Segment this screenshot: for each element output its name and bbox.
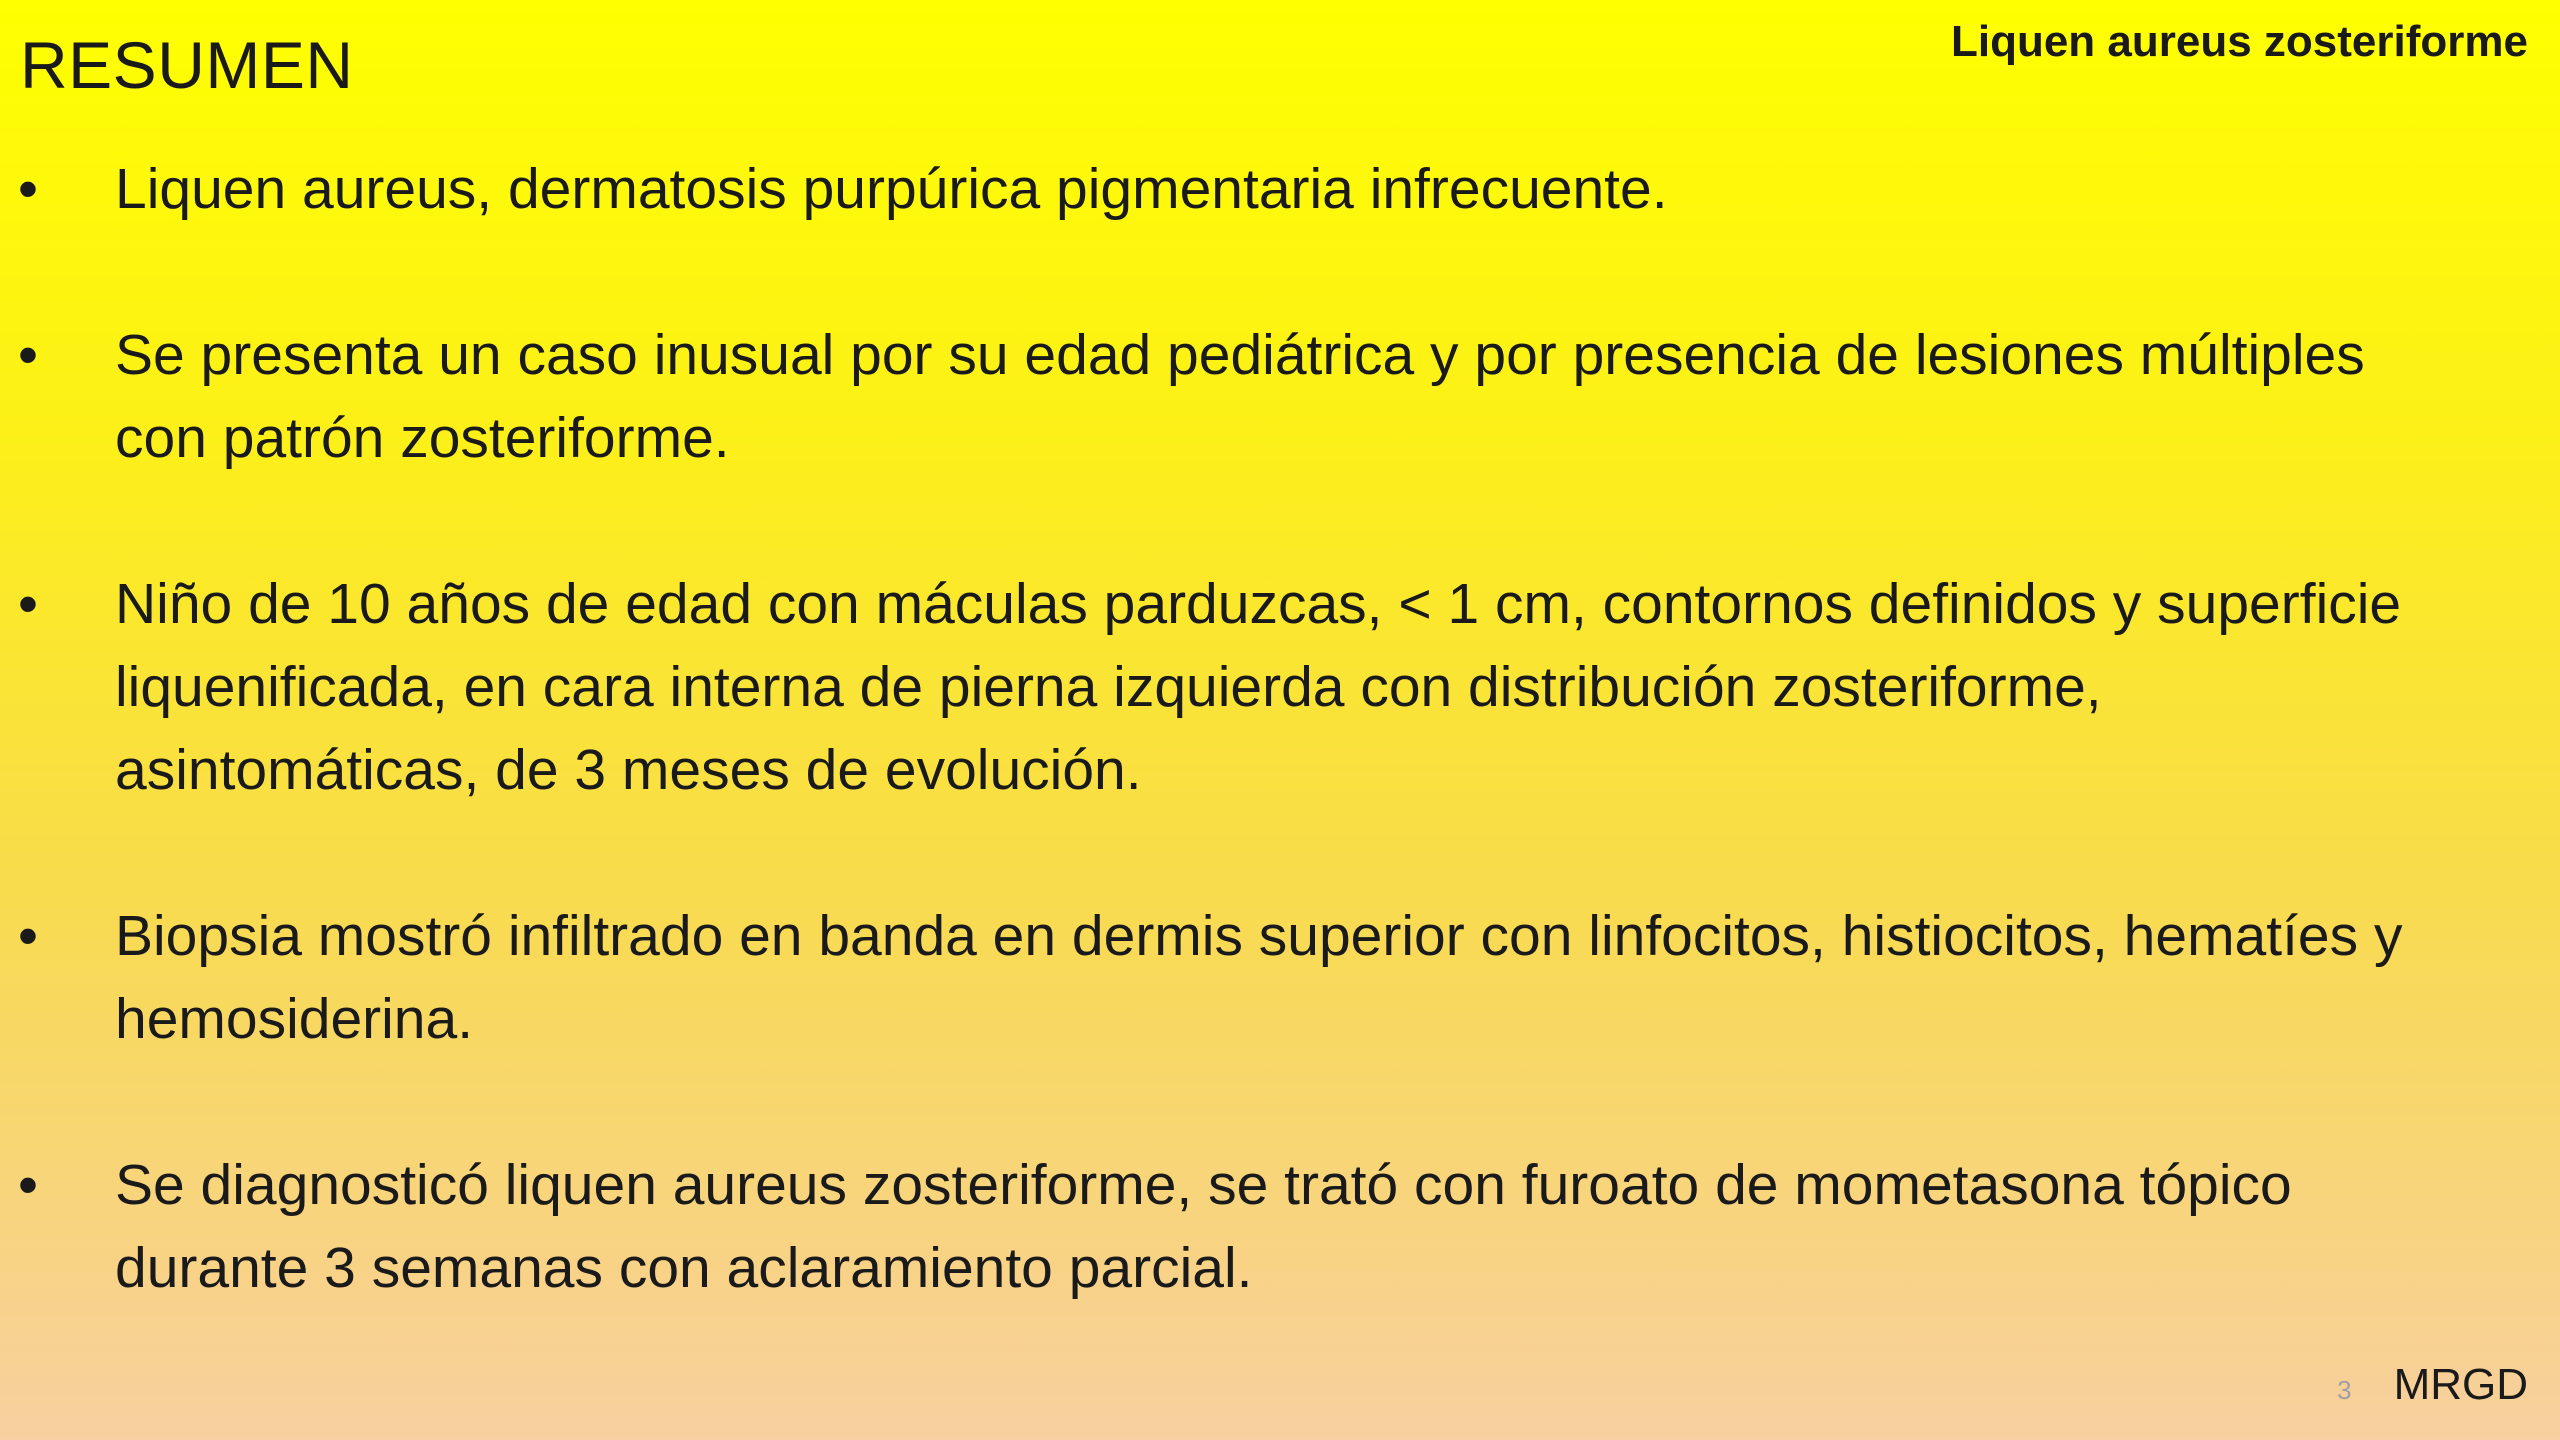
bullet-text: Niño de 10 años de edad con máculas parduzcas, < 1 cm, contornos definidos y superficie liquenificada, en cara interna de pierna izquierda con distribución zosteriforme, asintomáticas, de 3 meses de evolución. <box>115 572 2402 802</box>
slide-footer <box>2337 1360 2528 1410</box>
bullet-text: Biopsia mostró infiltrado en banda en dermis superior con linfocitos, histiocitos, hematíes y hemosiderina. <box>115 904 2403 1051</box>
slide-header-topic: Liquen aureus zosteriforme <box>1950 17 2528 66</box>
bullet-dot-icon: • <box>18 904 38 968</box>
page-number: 3 <box>2337 1375 2352 1405</box>
bullet-text: Se diagnosticó liquen aureus zosteriforme, se trató con furoato de mometasona tópico durante 3 semanas con aclaramiento parcial. <box>115 1153 2292 1300</box>
bullet-text: Se presenta un caso inusual por su edad pediátrica y por presencia de lesiones múltiples con patrón zosteriforme. <box>115 323 2365 470</box>
bullet-list <box>0 148 2460 1393</box>
bullet-text: Liquen aureus, dermatosis purpúrica pigmentaria infrecuente. <box>115 157 1668 221</box>
bullet-item <box>0 1144 2460 1310</box>
bullet-item <box>0 895 2460 1061</box>
bullet-item <box>0 314 2460 480</box>
bullet-item <box>0 563 2460 812</box>
slide-title: RESUMEN <box>20 28 354 102</box>
bullet-dot-icon: • <box>18 157 38 221</box>
footer-author-tag: MRGD <box>2393 1360 2528 1409</box>
bullet-item <box>0 148 2460 231</box>
bullet-dot-icon: • <box>18 1153 38 1217</box>
bullet-dot-icon: • <box>18 323 38 387</box>
bullet-dot-icon: • <box>18 572 38 636</box>
